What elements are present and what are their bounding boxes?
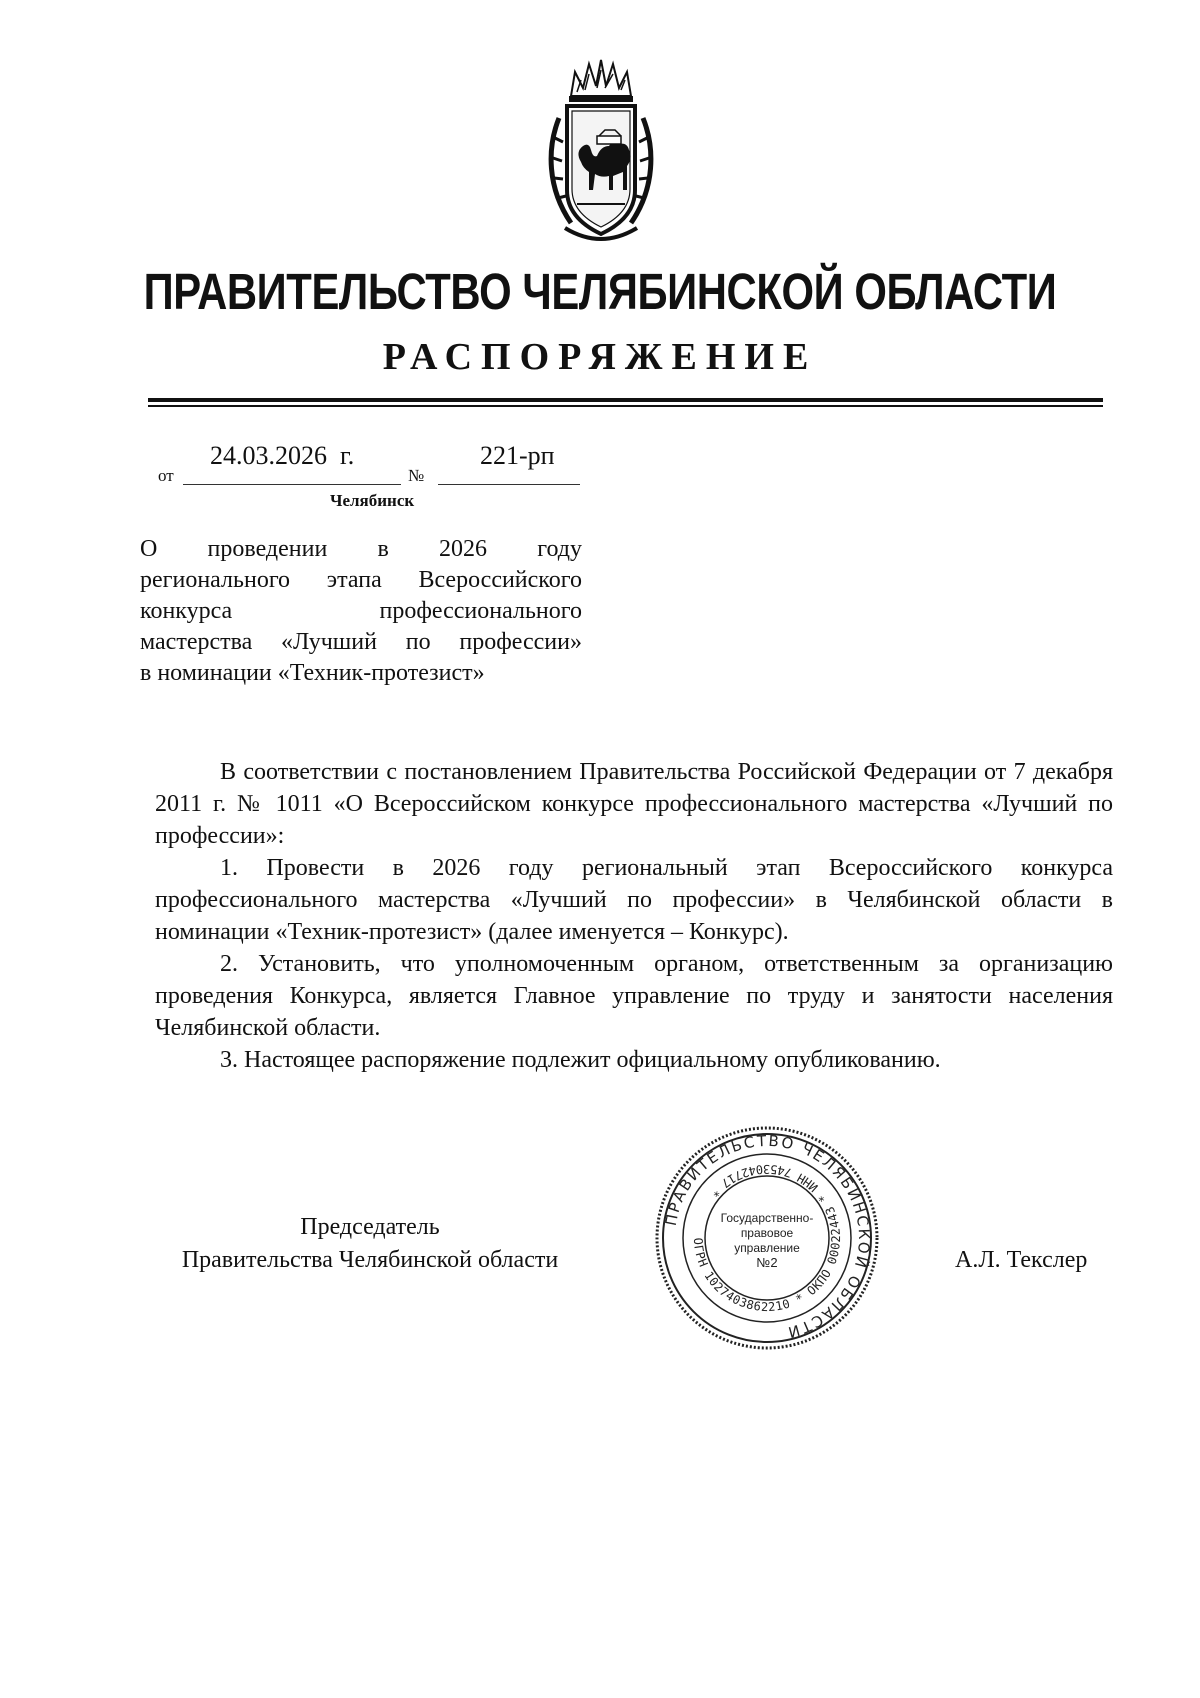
stamp-center-line: Государственно-: [720, 1211, 814, 1225]
subject-line: конкурса профессионального: [140, 598, 582, 624]
official-seal-stamp: [653, 1124, 881, 1352]
stamp-ring-text: ОГРН 1027403862210 * ОКПО 00022443 * ИНН 7453042717 *: [690, 1161, 844, 1315]
government-title: ПРАВИТЕЛЬСТВО ЧЕЛЯБИНСКОЙ ОБЛАСТИ: [143, 263, 1057, 320]
position-line: Председатель: [300, 1214, 440, 1240]
stamp-center-line: правовое: [740, 1226, 794, 1240]
signatory-position: [140, 1211, 600, 1277]
city-label: Челябинск: [330, 491, 415, 510]
from-label: от: [158, 466, 174, 485]
document-type-heading: РАСПОРЯЖЕНИЕ: [382, 336, 818, 378]
body-paragraph: 2. Установить, что уполномоченным органом, ответственным за организацию проведения Конкурса, является Главное управление по труду и занятости населения Челябинской области.: [155, 951, 1113, 1041]
document-number: 221-рп: [480, 441, 555, 470]
stamp-center-line: №2: [756, 1255, 778, 1270]
date-blank-line: [183, 484, 401, 485]
document-subject: [140, 534, 582, 689]
stamp-outer-text: ПРАВИТЕЛЬСТВО ЧЕЛЯБИНСКОЙ ОБЛАСТИ: [661, 1131, 874, 1342]
body-paragraph: 3. Настоящее распоряжение подлежит официальному опубликованию.: [220, 1047, 941, 1073]
subject-line: в номинации «Техник-протезист»: [140, 660, 485, 686]
body-paragraph: 1. Провести в 2026 году региональный этап Всероссийского конкурса профессионального мастерства «Лучший по профессии» в Челябинской области в номинации «Техник-протезист» (далее именуется – Конкурс).: [155, 855, 1113, 945]
number-blank-line: [438, 484, 580, 485]
subject-line: О проведении в 2026 году: [140, 536, 582, 562]
signatory-name: А.Л. Текслер: [955, 1247, 1088, 1273]
document-date: 24.03.2026 г.: [210, 441, 355, 470]
stamp-center-line: управление: [734, 1241, 800, 1255]
coat-of-arms-emblem: [541, 58, 661, 248]
header-divider-thick: [148, 398, 1103, 402]
subject-line: мастерства «Лучший по профессии»: [140, 629, 582, 655]
header-divider-thin: [148, 405, 1103, 407]
body-paragraph: В соответствии с постановлением Правительства Российской Федерации от 7 декабря 2011 г. № 1011 «О Всероссийском конкурсе профессионального мастерства «Лучший по профессии»:: [155, 759, 1113, 849]
document-body: [155, 756, 1113, 1076]
number-label: №: [408, 466, 425, 485]
subject-line: регионального этапа Всероссийского: [140, 567, 582, 593]
position-line: Правительства Челябинской области: [181, 1247, 559, 1273]
